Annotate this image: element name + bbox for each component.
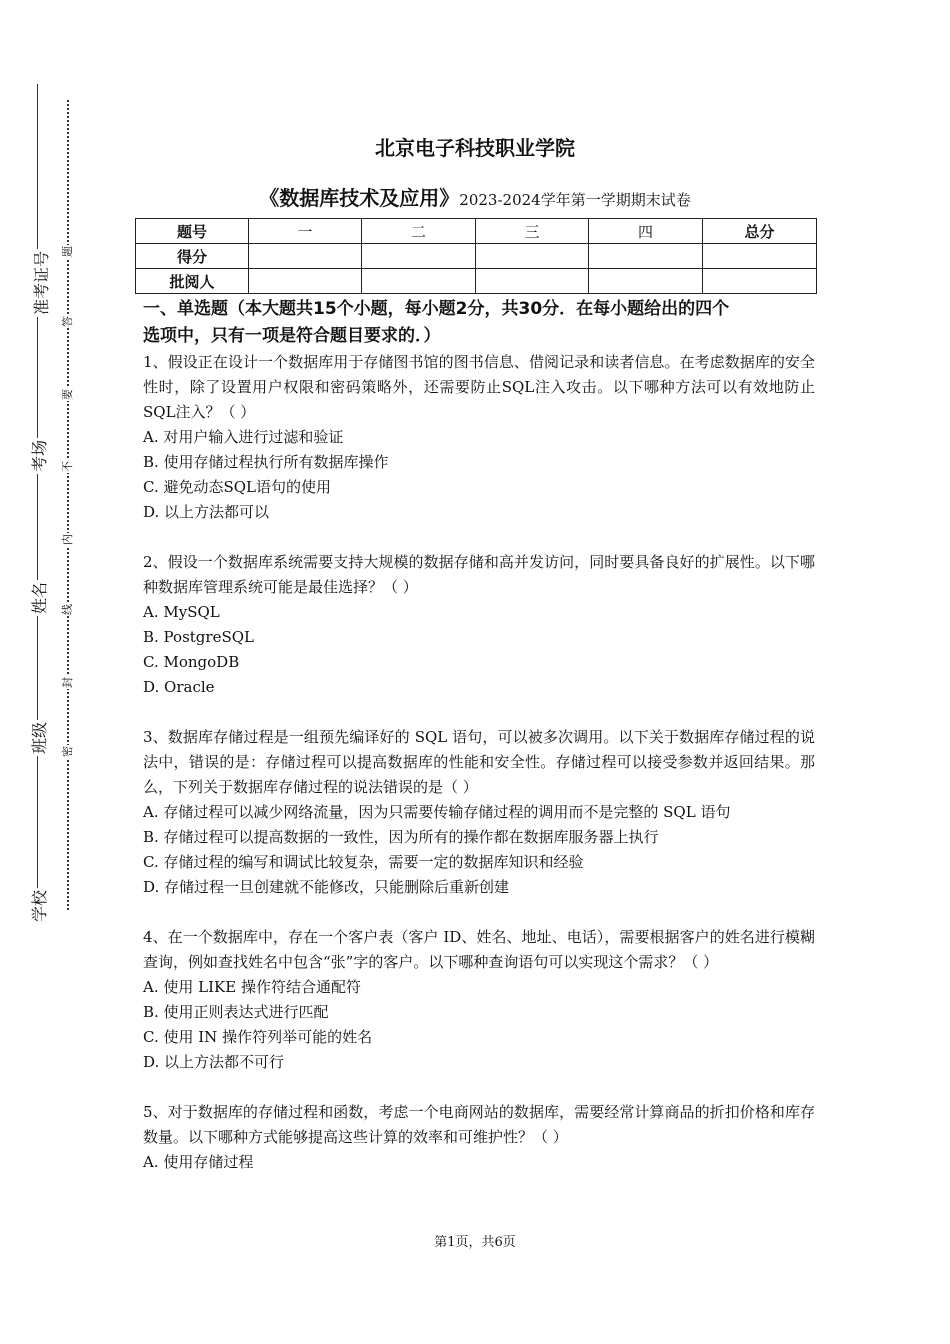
score-header-cell: 四: [589, 219, 703, 244]
seal-char: 题: [61, 246, 74, 257]
option[interactable]: B. PostgreSQL: [143, 628, 254, 646]
field-exam-number-label: 准考证号: [32, 250, 52, 316]
option[interactable]: D. 存储过程一旦创建就不能修改，只能删除后重新创建: [143, 878, 510, 896]
option[interactable]: A. MySQL: [143, 603, 220, 621]
option[interactable]: C. 使用 IN 操作符列举可能的姓名: [143, 1028, 373, 1046]
question-4: [143, 925, 815, 1075]
seal-char: 线: [61, 604, 74, 615]
score-header-cell: 二: [362, 219, 476, 244]
option[interactable]: C. 存储过程的编写和调试比较复杂，需要一定的数据库知识和经验: [143, 853, 584, 871]
seal-char: 答: [61, 316, 74, 327]
reviewer-cell: [362, 269, 476, 294]
exam-body: [143, 296, 815, 1175]
reviewer-row-label: 批阅人: [136, 269, 249, 294]
option[interactable]: A. 使用 LIKE 操作符结合通配符: [143, 978, 361, 996]
seal-char: 不: [61, 461, 74, 472]
option[interactable]: C. MongoDB: [143, 653, 240, 671]
question-stem: 4、在一个数据库中，存在一个客户表（客户 ID、姓名、地址、电话），需要根据客户的姓名进行模糊查询，例如查找姓名中包含“张”字的客户。以下哪种查询语句可以实现这个需求？（ ）: [143, 928, 815, 971]
seal-char: 要: [61, 389, 74, 400]
course-name: 《数据库技术及应用》: [259, 186, 460, 210]
option[interactable]: D. 以上方法都不可行: [143, 1053, 285, 1071]
score-row-label: 得分: [136, 244, 249, 269]
question-3: [143, 725, 815, 900]
question-stem: 5、对于数据库的存储过程和函数，考虑一个电商网站的数据库，需要经常计算商品的折扣价格和库存数量。以下哪种方式能够提高这些计算的效率和可维护性？（ ）: [143, 1103, 815, 1146]
field-class-label: 班级: [30, 721, 50, 755]
field-name-label: 姓名: [30, 581, 50, 615]
school-name: 北京电子科技职业学院: [375, 136, 575, 160]
score-row: [136, 244, 817, 269]
question-2: [143, 550, 815, 700]
option[interactable]: D. Oracle: [143, 678, 215, 696]
option[interactable]: B. 存储过程可以提高数据的一致性，因为所有的操作都在数据库服务器上执行: [143, 828, 659, 846]
score-table-header-row: [136, 219, 817, 244]
reviewer-row: [136, 269, 817, 294]
exam-title: [0, 182, 950, 211]
question-5: [143, 1100, 815, 1175]
score-table: [135, 218, 817, 294]
option[interactable]: D. 以上方法都可以: [143, 503, 270, 521]
field-school-label: 学校: [30, 889, 50, 923]
score-cell: [703, 244, 817, 269]
question-stem: 3、数据库存储过程是一组预先编译好的 SQL 语句，可以被多次调用。以下关于数据库存储过程的说法中，错误的是：存储过程可以提高数据库的性能和安全性。存储过程可以接受参数并返回结果。那么，下列关于数据库存储过程的说法错误的是（ ）: [143, 728, 815, 796]
option[interactable]: A. 存储过程可以减少网络流量，因为只需要传输存储过程的调用而不是完整的 SQL 语句: [143, 803, 731, 821]
score-cell: [589, 244, 703, 269]
option[interactable]: B. 使用存储过程执行所有数据库操作: [143, 453, 389, 471]
seal-char: 密: [61, 746, 74, 757]
score-cell: [362, 244, 476, 269]
field-exam-room-label: 考场: [30, 439, 50, 473]
seal-char: 内: [61, 534, 74, 545]
section-title-line: 一、单选题（本大题共15个小题，每小题2分，共30分．在每小题给出的四个: [143, 299, 730, 319]
question-1: [143, 350, 815, 525]
page-footer: 第1页，共6页: [434, 1235, 516, 1250]
binding-dotted-line: [67, 100, 69, 910]
reviewer-cell: [249, 269, 362, 294]
score-cell: [476, 244, 589, 269]
option[interactable]: A. 对用户输入进行过滤和验证: [143, 428, 344, 446]
section-title-line: 选项中，只有一项是符合题目要求的．）: [143, 326, 441, 346]
option[interactable]: C. 避免动态SQL语句的使用: [143, 478, 332, 496]
score-header-cell: 总分: [703, 219, 817, 244]
option[interactable]: A. 使用存储过程: [143, 1153, 254, 1171]
seal-char: 封: [61, 677, 74, 688]
score-header-cell: 一: [249, 219, 362, 244]
score-cell: [249, 244, 362, 269]
question-stem: 1、假设正在设计一个数据库用于存储图书馆的图书信息、借阅记录和读者信息。在考虑数据库的安全性时，除了设置用户权限和密码策略外，还需要防止SQL注入攻击。以下哪种方法可以有效地防止SQL注入？（ ）: [143, 353, 815, 421]
reviewer-cell: [589, 269, 703, 294]
score-header-cell: 三: [476, 219, 589, 244]
exam-term: 2023-2024学年第一学期期末试卷: [459, 191, 691, 209]
reviewer-cell: [703, 269, 817, 294]
reviewer-cell: [476, 269, 589, 294]
question-stem: 2、假设一个数据库系统需要支持大规模的数据存储和高并发访问，同时要具备良好的扩展性。以下哪种数据库管理系统可能是最佳选择？（ ）: [143, 553, 815, 596]
option[interactable]: B. 使用正则表达式进行匹配: [143, 1003, 329, 1021]
score-header-cell: 题号: [136, 219, 249, 244]
section-title: [143, 296, 815, 350]
